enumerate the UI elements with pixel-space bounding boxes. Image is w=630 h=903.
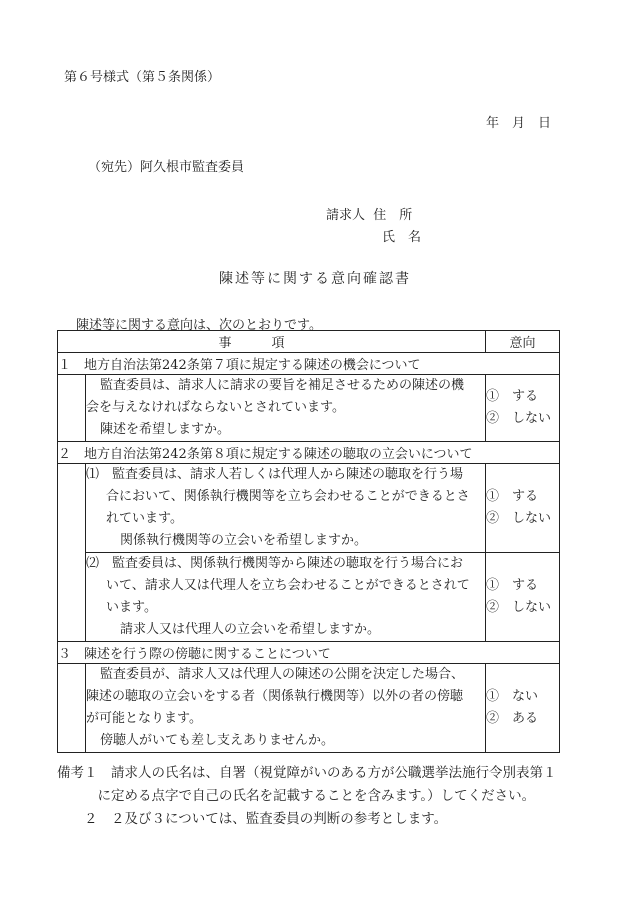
body-line: 陳述の聴取の立会いをする者（関係執行機関等）以外の者の傍聴 xyxy=(86,689,464,704)
section-1-heading: １ 地方自治法第242条第７項に規定する陳述の機会について xyxy=(58,353,560,375)
requester-label: 請求人 xyxy=(326,208,366,223)
question: 傍聴人がいても差し支えありませんか。 xyxy=(100,733,335,748)
date-label: 年 月 日 xyxy=(486,116,552,131)
question: 陳述を希望しますか。 xyxy=(100,422,231,437)
requester-address-row xyxy=(326,204,412,223)
section-3-heading: ３ 陳述を行う際の傍聴に関することについて xyxy=(58,642,560,664)
body-line: いて、請求人又は代理人を立ち会わせることができるとされて xyxy=(106,578,470,593)
option-no: ② しない xyxy=(486,600,552,615)
remarks xyxy=(57,762,557,831)
addressee: （宛先）阿久根市監査委員 xyxy=(88,160,245,175)
body-line: が可能となります。 xyxy=(86,711,202,726)
remark-line: 備考１ 請求人の氏名は、自署（視覚障がいのある方が公職選挙法施行令別表第１ xyxy=(57,765,557,781)
remark-line: に定める点字で自己の氏名を記載することを含みます。）してください。 xyxy=(57,788,536,804)
header-intent: 意向 xyxy=(486,331,560,353)
body-line: います。 xyxy=(106,600,157,615)
body-line: ⑵ 監査委員は、関係執行機関等から陳述の聴取を行う場合にお xyxy=(86,556,464,571)
address-label: 住 所 xyxy=(373,208,413,223)
question: 関係執行機関等の立会いを希望しますか。 xyxy=(120,533,368,548)
document-title: 陳述等に関する意向確認書 xyxy=(219,271,411,287)
section-1-content xyxy=(86,375,486,442)
section-2-1-options xyxy=(486,464,560,553)
section-heading-row xyxy=(58,353,560,375)
section-2-2-content xyxy=(86,553,486,642)
remark-line: ２ ２及び３については、監査委員の判断の参考とします。 xyxy=(57,811,448,827)
section-3-row xyxy=(58,664,560,753)
section-heading-row xyxy=(58,642,560,664)
body-line: れています。 xyxy=(106,511,183,526)
body-line: 監査委員が、請求人又は代理人の陳述の公開を決定した場合、 xyxy=(100,667,465,682)
section-2-1-row xyxy=(58,464,560,553)
section-2-1-content xyxy=(86,464,486,553)
section-2-2-options xyxy=(486,553,560,642)
section-3-options xyxy=(486,664,560,753)
option-yes: ① する xyxy=(486,489,539,504)
intent-table xyxy=(57,330,560,753)
form-number: 第６号様式（第５条関係） xyxy=(64,70,221,85)
section-1-row xyxy=(58,375,560,442)
intro-text: 陳述等に関する意向は、次のとおりです。 xyxy=(76,318,322,333)
section-heading-row xyxy=(58,442,560,464)
section-3-content xyxy=(86,664,486,753)
body-line: ⑴ 監査委員は、請求人若しくは代理人から陳述の聴取を行う場 xyxy=(86,467,464,482)
section-2-heading: ２ 地方自治法第242条第８項に規定する陳述の聴取の立会いについて xyxy=(58,442,560,464)
name-label: 氏 名 xyxy=(382,230,422,245)
question: 請求人又は代理人の立会いを希望しますか。 xyxy=(120,622,381,637)
section-2-2-row xyxy=(58,553,560,642)
body-line: 合において、関係執行機関等を立ち会わせることができるとさ xyxy=(106,489,470,504)
body-line: 監査委員は、請求人に請求の要旨を補足させるための陳述の機 xyxy=(100,378,465,393)
section-1-options xyxy=(486,375,560,442)
option-yes: ① する xyxy=(486,578,539,593)
option-no: ② しない xyxy=(486,511,552,526)
option-no: ② しない xyxy=(486,411,552,426)
body-line: 会を与えなければならないとされています。 xyxy=(86,400,345,415)
option-problem: ② ある xyxy=(486,711,539,726)
option-no-problem: ① ない xyxy=(486,689,539,704)
header-item: 事項 xyxy=(58,331,486,353)
table-header-row xyxy=(58,331,560,353)
option-yes: ① する xyxy=(486,389,539,404)
